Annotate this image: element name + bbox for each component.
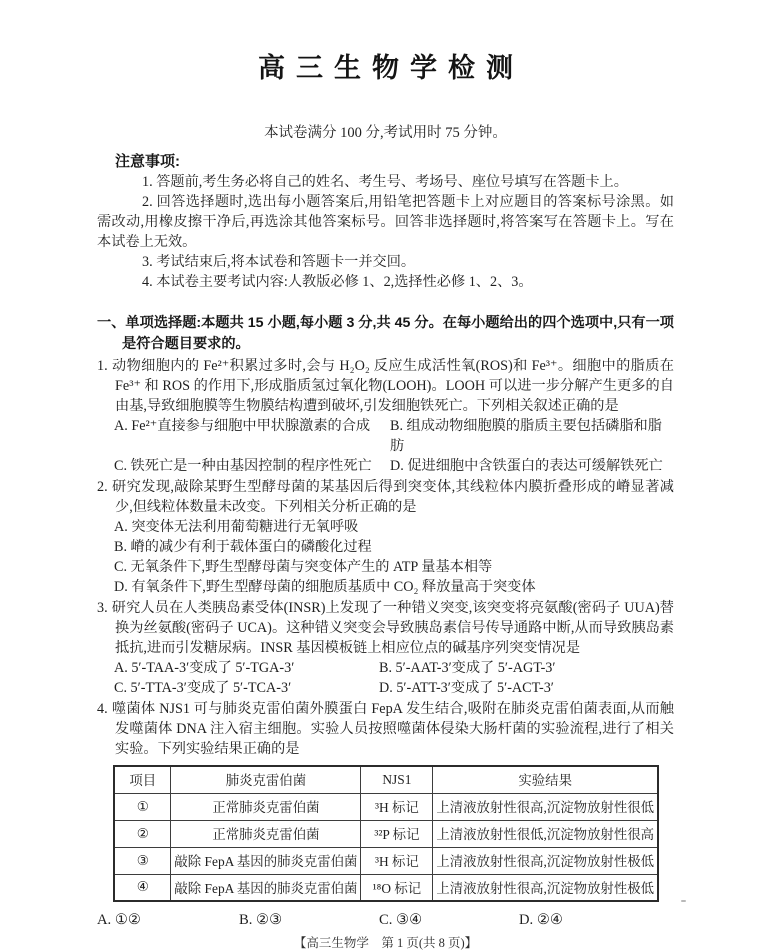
question-4-option-c: C. ③④ <box>379 912 423 928</box>
question-4-option-a: A. ①② <box>97 912 142 928</box>
question-4 <box>97 699 674 930</box>
exam-subtitle: 本试卷满分 100 分,考试用时 75 分钟。 <box>264 125 507 141</box>
question-2-number: 2. <box>97 479 108 495</box>
question-1-options <box>114 416 674 476</box>
notice-section <box>97 151 674 292</box>
section-heading: 一、单项选择题:本题共 15 小题,每小题 3 分,共 45 分。在每小题给出的四个选项中,只有一项是符合题目要求的。 <box>97 315 674 352</box>
question-4-options <box>97 910 674 930</box>
table-header-item: 项目 <box>114 766 171 793</box>
table-header-result: 实验结果 <box>433 766 658 793</box>
page-title: 高三生物学检测 <box>258 53 524 83</box>
table-row <box>114 847 658 874</box>
question-1-text: 动物细胞内的 Fe²⁺积累过多时,会与 H₂O₂ 反应生成活性氧(ROS)和 Fe³⁺。细胞中的脂质在 Fe³⁺ 和 ROS 的作用下,形成脂质氢过氧化物(LOOH)。LOOH 可以进一步分解产生更多的自由基,导致细胞膜等生物膜结构遭到破坏,引发细胞铁死亡。下列相关叙述正确的是 <box>111 358 674 414</box>
question-3 <box>97 598 674 698</box>
question-3-stem <box>97 598 674 658</box>
question-1-option-d: D. 促进细胞中含铁蛋白的表达可缓解铁死亡 <box>390 458 663 474</box>
exam-content <box>97 0 674 951</box>
question-3-options <box>114 658 674 698</box>
table-header-bacteria: 肺炎克雷伯菌 <box>171 766 361 793</box>
row4-result: 上清液放射性很高,沉淀物放射性极低 <box>433 874 658 901</box>
row4-bacteria: 敲除 FepA 基因的肺炎克雷伯菌 <box>171 874 361 901</box>
row3-item: ③ <box>114 847 171 874</box>
question-2-text: 研究发现,敲除某野生型酵母菌的某基因后得到突变体,其线粒体内膜折叠形成的嵴显著减少,但线粒体数量未改变。下列相关分析正确的是 <box>111 479 674 515</box>
question-1-number: 1. <box>97 358 108 374</box>
question-3-number: 3. <box>97 600 108 616</box>
table-header-row <box>114 766 658 793</box>
question-2-option-a: A. 突变体无法利用葡萄糖进行无氧呼吸 <box>114 519 359 535</box>
row2-item: ② <box>114 820 171 847</box>
row3-bacteria: 敲除 FepA 基因的肺炎克雷伯菌 <box>171 847 361 874</box>
row3-label: ³H 标记 <box>361 847 433 874</box>
row3-result: 上清液放射性很高,沉淀物放射性极低 <box>433 847 658 874</box>
question-1-option-a: A. Fe²⁺直接参与细胞中甲状腺激素的合成 <box>114 418 371 434</box>
question-3-option-c: C. 5′-TTA-3′变成了 5′-TCA-3′ <box>114 680 292 696</box>
table-row <box>114 793 658 820</box>
notice-item-1: 1. 答题前,考生务必将自己的姓名、考生号、考场号、座位号填写在答题卡上。 <box>142 174 628 190</box>
question-4-experiment-table <box>113 765 659 902</box>
notice-item-3: 3. 考试结束后,将本试卷和答题卡一并交回。 <box>142 254 416 270</box>
row2-label: ³²P 标记 <box>361 820 433 847</box>
scan-artifact <box>681 900 686 902</box>
question-4-text: 噬菌体 NJS1 可与肺炎克雷伯菌外膜蛋白 FepA 发生结合,吸附在肺炎克雷伯菌表面,从而触发噬菌体 DNA 注入宿主细胞。实验人员按照噬菌体侵染大肠杆菌的实验流程,进行了相关实验。下列实验结果正确的是 <box>111 701 674 757</box>
question-3-text: 研究人员在人类胰岛素受体(INSR)上发现了一种错义突变,该突变将亮氨酸(密码子 UUA)替换为丝氨酸(密码子 UCA)。这种错义突变会导致胰岛素信号传导通路中断,从而导致胰岛素抵抗,进而引发糖尿病。INSR 基因模板链上相应位点的碱基序列突变情况是 <box>111 600 674 656</box>
question-2-stem <box>97 477 674 517</box>
row4-item: ④ <box>114 874 171 901</box>
question-1-stem <box>97 356 674 416</box>
question-1 <box>97 356 674 476</box>
question-4-option-d: D. ②④ <box>519 912 564 928</box>
table-row <box>114 874 658 901</box>
question-2-option-d: D. 有氧条件下,野生型酵母菌的细胞质基质中 CO₂ 释放量高于突变体 <box>114 579 536 595</box>
row2-bacteria: 正常肺炎克雷伯菌 <box>171 820 361 847</box>
question-3-option-a: A. 5′-TAA-3′变成了 5′-TGA-3′ <box>114 660 295 676</box>
question-4-number: 4. <box>97 701 108 717</box>
notice-item-4: 4. 本试卷主要考试内容:人教版必修 1、2,选择性必修 1、2、3。 <box>142 274 533 290</box>
table-row <box>114 820 658 847</box>
question-4-stem <box>97 699 674 759</box>
question-3-option-b: B. 5′-AAT-3′变成了 5′-AGT-3′ <box>379 660 556 676</box>
table-header-njs1: NJS1 <box>361 766 433 793</box>
page-footer: 【高三生物学 第 1 页(共 8 页)】 <box>293 936 478 950</box>
question-2-option-c: C. 无氧条件下,野生型酵母菌与突变体产生的 ATP 量基本相等 <box>114 559 493 575</box>
notice-heading: 注意事项: <box>115 153 180 170</box>
question-2 <box>97 477 674 597</box>
question-3-option-d: D. 5′-ATT-3′变成了 5′-ACT-3′ <box>379 680 554 696</box>
question-2-option-b: B. 嵴的减少有利于载体蛋白的磷酸化过程 <box>114 539 372 555</box>
row1-result: 上清液放射性很高,沉淀物放射性很低 <box>433 793 658 820</box>
row1-bacteria: 正常肺炎克雷伯菌 <box>171 793 361 820</box>
row4-label: ¹⁸O 标记 <box>361 874 433 901</box>
question-1-option-c: C. 铁死亡是一种由基因控制的程序性死亡 <box>114 458 372 474</box>
row1-label: ³H 标记 <box>361 793 433 820</box>
row2-result: 上清液放射性很低,沉淀物放射性很高 <box>433 820 658 847</box>
question-4-option-b: B. ②③ <box>239 912 283 928</box>
question-1-option-b: B. 组成动物细胞膜的脂质主要包括磷脂和脂肪 <box>390 418 662 454</box>
row1-item: ① <box>114 793 171 820</box>
notice-item-2: 2. 回答选择题时,选出每小题答案后,用铅笔把答题卡上对应题目的答案标号涂黑。如需改动,用橡皮擦干净后,再选涂其他答案标号。回答非选择题时,将答案写在答题卡上。写在本试卷上无效。 <box>97 194 674 250</box>
